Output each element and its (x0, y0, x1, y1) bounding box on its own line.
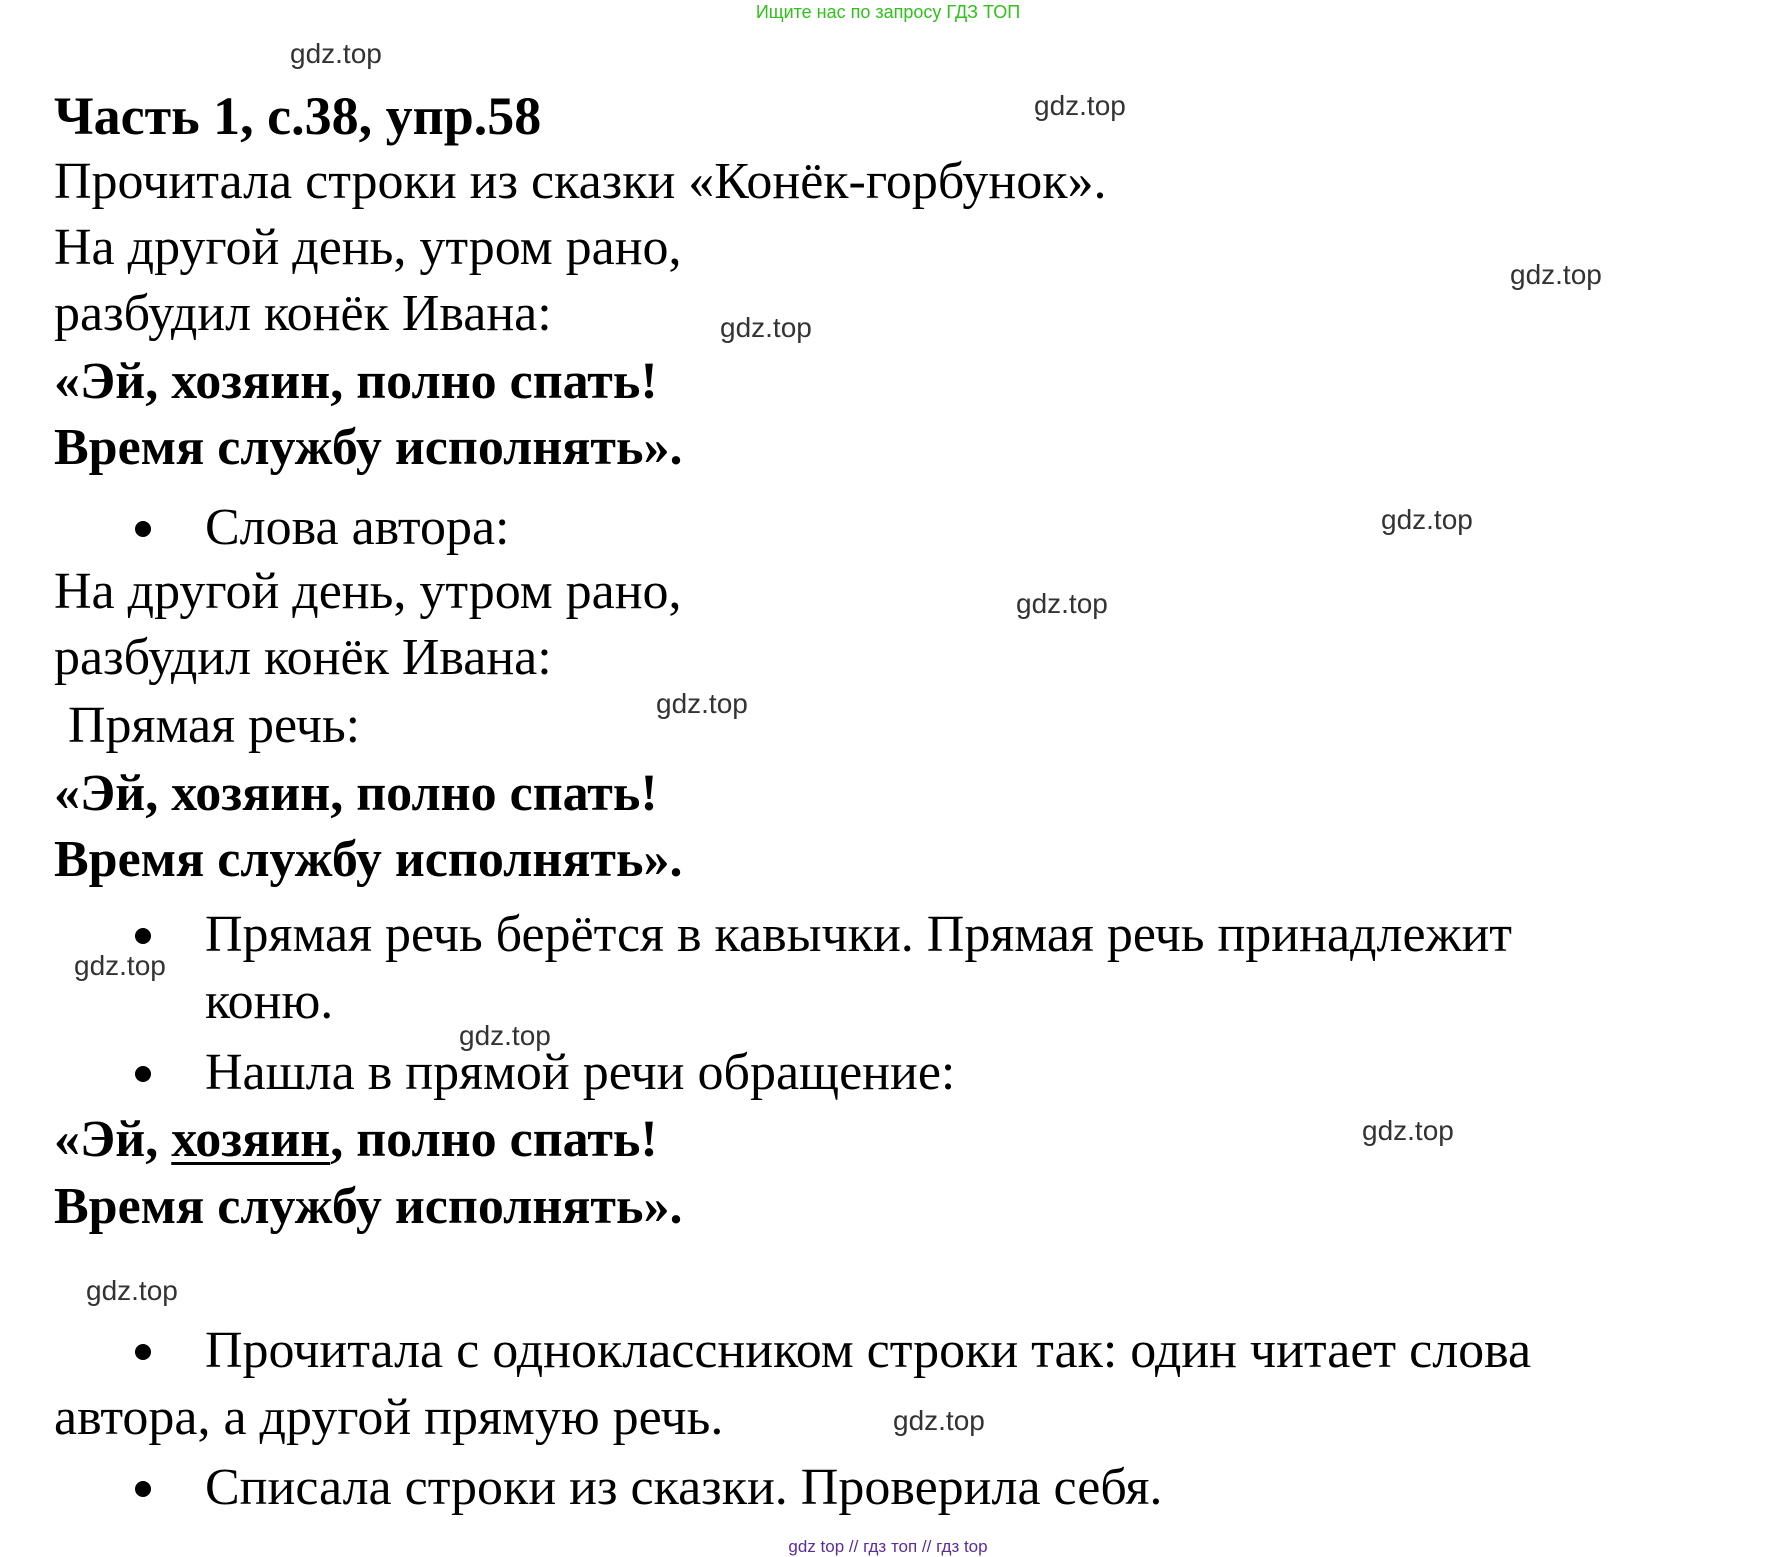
author-line-1: На другой день, утром рано, (54, 563, 682, 620)
page-title: Часть 1, с.38, упр.58 (54, 86, 542, 146)
direct-speech-line-2: Время службу исполнять». (54, 831, 683, 888)
watermark: gdz.top (1362, 1115, 1454, 1146)
poem-line-2: разбудил конёк Ивана: (54, 285, 552, 342)
address-speech-line-1 (54, 1110, 658, 1170)
watermark: gdz.top (1381, 504, 1473, 535)
footer-links: gdz top // гдз топ // гдз top (788, 1537, 988, 1556)
author-line-2: разбудил конёк Ивана: (54, 629, 552, 686)
watermark: gdz.top (459, 1020, 551, 1051)
watermark: gdz.top (86, 1275, 178, 1306)
direct-speech-label: Прямая речь: (68, 697, 361, 754)
watermark: gdz.top (656, 688, 748, 719)
bullet-icon (135, 1344, 151, 1360)
watermark: gdz.top (74, 950, 166, 981)
quotes-rule-line-1: Прямая речь берётся в кавычки. Прямая речь принадлежит (205, 906, 1513, 963)
address-speech-line-2: Время службу исполнять». (54, 1178, 683, 1235)
watermark: gdz.top (290, 38, 382, 69)
bullet-icon (135, 1481, 151, 1497)
bullet-icon (135, 1066, 151, 1082)
reading-line-1: Прочитала с одноклассником строки так: один читает слова (205, 1322, 1532, 1379)
speech-line-1: «Эй, хозяин, полно спать! (54, 353, 658, 410)
watermark: gdz.top (1016, 588, 1108, 619)
address-after: , полно спать! (330, 1111, 658, 1168)
watermark: gdz.top (893, 1405, 985, 1436)
quotes-rule-line-2: коню. (205, 973, 334, 1030)
search-hint: Ищите нас по запросу ГДЗ ТОП (755, 2, 1021, 22)
watermark: gdz.top (720, 312, 812, 343)
bullet-icon (135, 521, 151, 537)
speech-line-2: Время службу исполнять». (54, 419, 683, 476)
poem-line-1: На другой день, утром рано, (54, 219, 682, 276)
reading-line-2: автора, а другой прямую речь. (54, 1389, 724, 1446)
bullet-icon (135, 928, 151, 944)
copied-line: Списала строки из сказки. Проверила себя. (205, 1459, 1163, 1516)
address-label: Нашла в прямой речи обращение: (205, 1044, 956, 1101)
watermark: gdz.top (1510, 259, 1602, 290)
author-words-label: Слова автора: (205, 499, 510, 556)
address-word: хозяин (171, 1111, 331, 1168)
address-before: «Эй, (54, 1111, 172, 1168)
watermark: gdz.top (1034, 90, 1126, 121)
intro-text: Прочитала строки из сказки «Конёк-горбунок». (54, 153, 1107, 210)
direct-speech-line-1: «Эй, хозяин, полно спать! (54, 765, 658, 822)
